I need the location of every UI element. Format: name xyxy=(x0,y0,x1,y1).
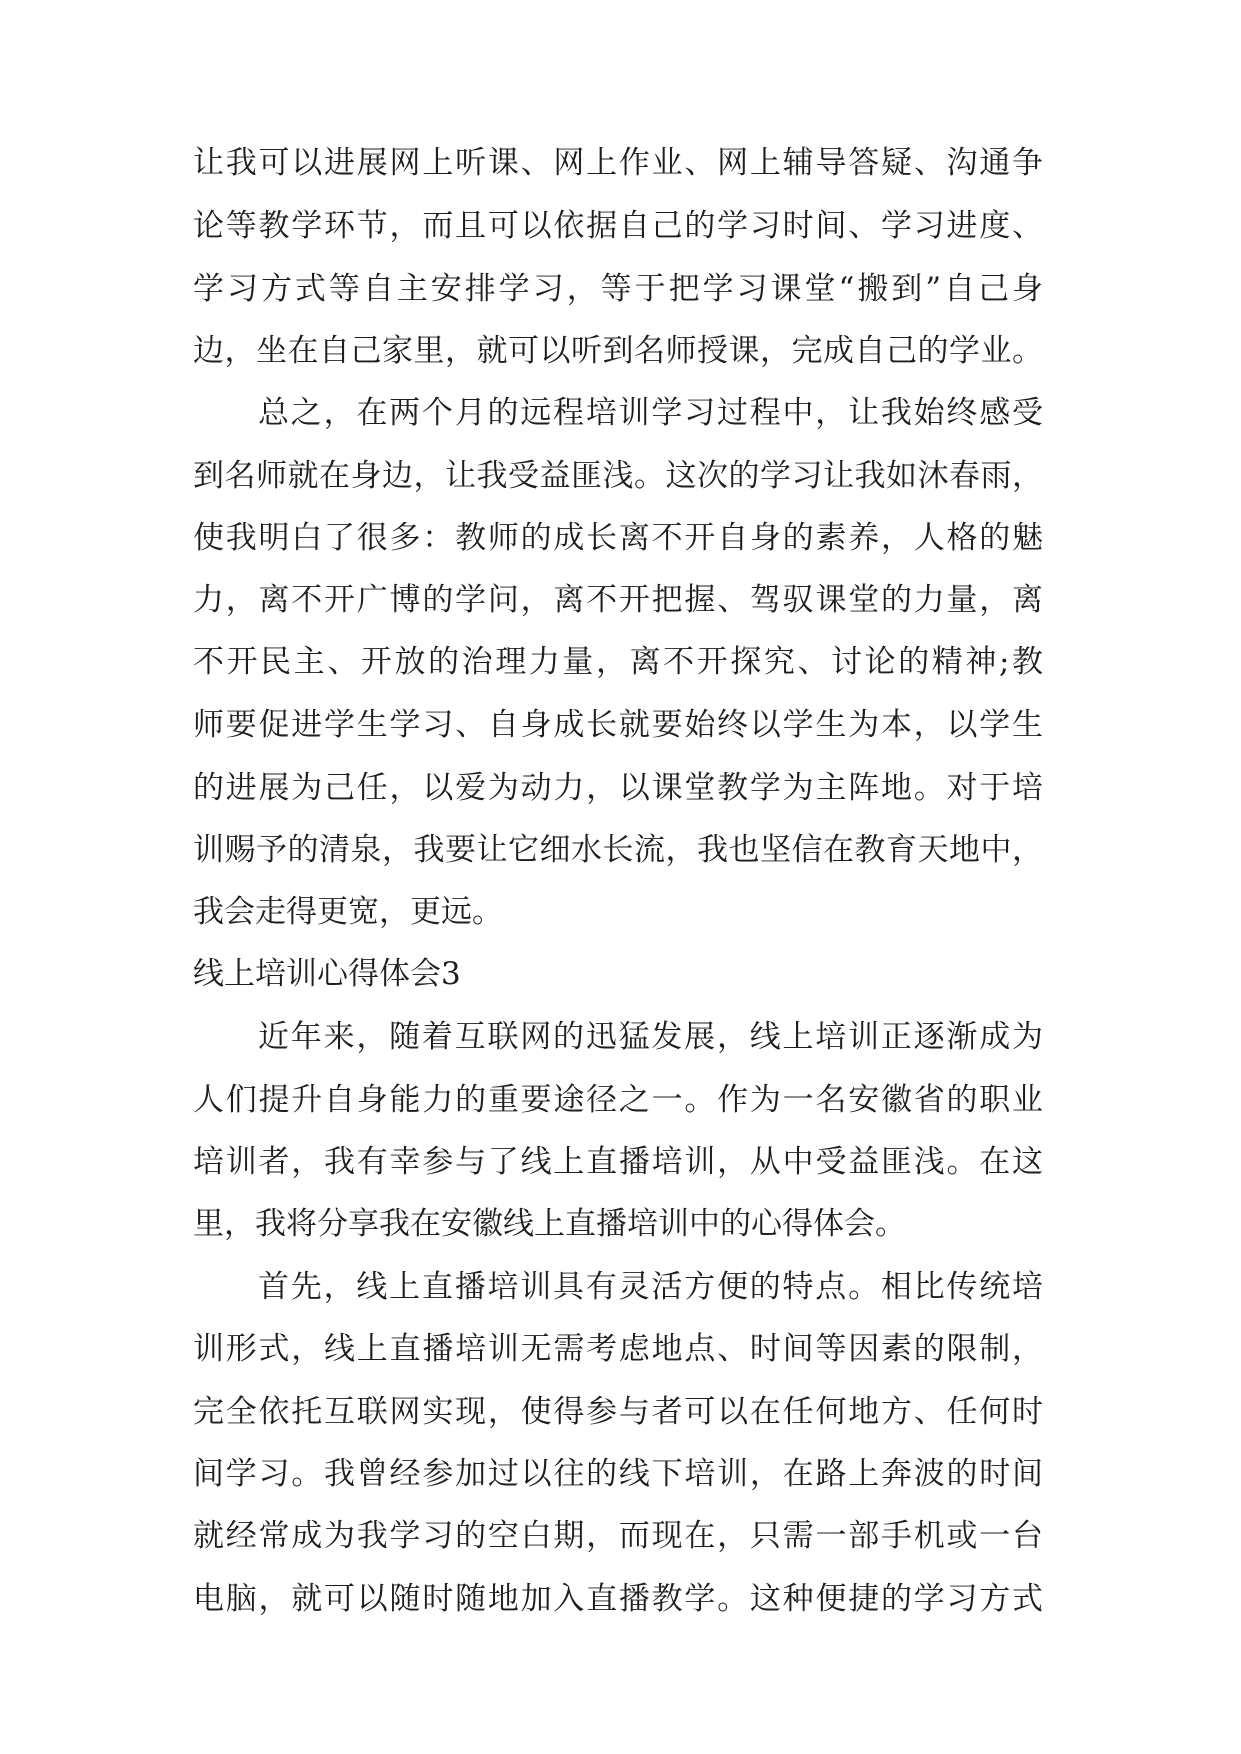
body-text-line: 论等教学环节，而且可以依据自己的学习时间、学习进度、 xyxy=(193,208,1043,244)
paragraph-first-line: 近年来，随着互联网的迅猛发展，线上培训正逐渐成为 xyxy=(258,1019,1043,1055)
body-text-line: 师要促进学生学习、自身成长就要始终以学生为本，以学生 xyxy=(193,707,1043,743)
body-text-line: 就经常成为我学习的空白期，而现在，只需一部手机或一台 xyxy=(193,1518,1043,1554)
body-text-line: 到名师就在身边，让我受益匪浅。这次的学习让我如沐春雨， xyxy=(193,458,1043,494)
body-text-line: 力，离不开广博的学问，离不开把握、驾驭课堂的力量，离 xyxy=(193,582,1043,618)
body-text-line: 不开民主、开放的治理力量，离不开探究、讨论的精神;教 xyxy=(193,644,1043,680)
body-text-line: 培训者，我有幸参与了线上直播培训，从中受益匪浅。在这 xyxy=(193,1144,1043,1180)
body-text-line: 使我明白了很多：教师的成长离不开自身的素养，人格的魅 xyxy=(193,520,1043,556)
body-text-line: 让我可以进展网上听课、网上作业、网上辅导答疑、沟通争 xyxy=(193,145,1043,181)
body-text-line: 间学习。我曾经参加过以往的线下培训，在路上奔波的时间 xyxy=(193,1456,1043,1492)
paragraph-first-line: 首先，线上直播培训具有灵活方便的特点。相比传统培 xyxy=(258,1269,1043,1305)
body-text-line: 人们提升自身能力的重要途径之一。作为一名安徽省的职业 xyxy=(193,1082,1043,1118)
body-text-line: 的进展为己任，以爱为动力，以课堂教学为主阵地。对于培 xyxy=(193,770,1043,806)
body-text-line: 边，坐在自己家里，就可以听到名师授课，完成自己的学业。 xyxy=(193,333,1043,369)
section-heading: 线上培训心得体会3 xyxy=(193,956,461,992)
body-text-line: 训形式，线上直播培训无需考虑地点、时间等因素的限制， xyxy=(193,1331,1043,1367)
body-text-line: 学习方式等自主安排学习，等于把学习课堂“搬到”自己身 xyxy=(193,271,1043,307)
paragraph-first-line: 总之，在两个月的远程培训学习过程中，让我始终感受 xyxy=(258,395,1043,431)
body-text-line: 训赐予的清泉，我要让它细水长流，我也坚信在教育天地中， xyxy=(193,832,1043,868)
paragraph-last-line: 里，我将分享我在安徽线上直播培训中的心得体会。 xyxy=(193,1206,906,1242)
body-text-line: 电脑，就可以随时随地加入直播教学。这种便捷的学习方式 xyxy=(193,1581,1043,1617)
paragraph-last-line: 我会走得更宽，更远。 xyxy=(193,894,503,930)
body-text-line: 完全依托互联网实现，使得参与者可以在任何地方、任何时 xyxy=(193,1394,1043,1430)
